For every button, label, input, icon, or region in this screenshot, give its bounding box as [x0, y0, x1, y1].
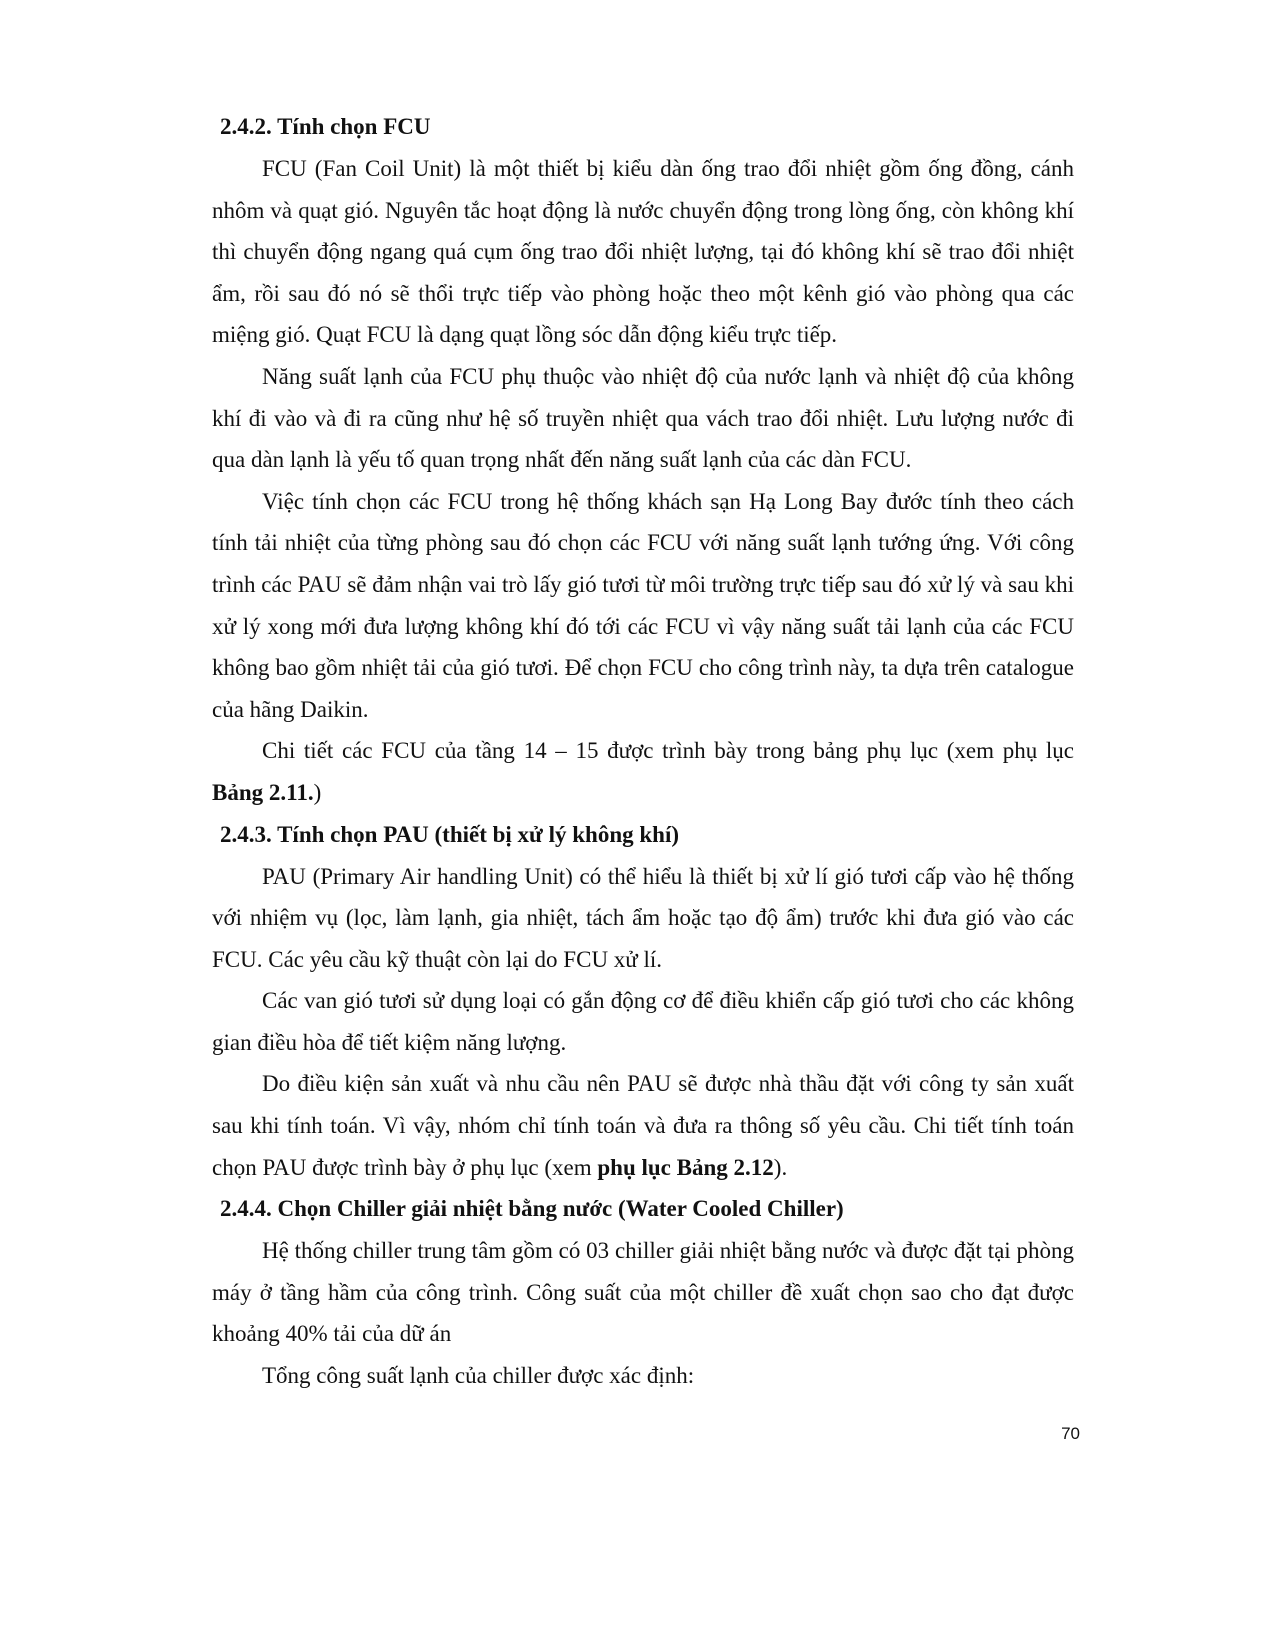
paragraph-chiller-system: Hệ thống chiller trung tâm gồm có 03 chiller giải nhiệt bằng nước và được đặt tại phòng máy ở tầng hầm của công trình. Công suất của một chiller đề xuất chọn sao cho đạt được khoảng 40% tải của dữ án	[212, 1238, 1074, 1347]
paragraph-text: Do điều kiện sản xuất và nhu cầu nên PAU sẽ được nhà thầu đặt với công ty sản xuất sau khi tính toán. Vì vậy, nhóm chỉ tính toán và đưa ra thông số yêu cầu. Chi tiết tính toán chọn PAU được trình bày ở phụ lục (xem	[212, 1071, 1074, 1180]
paragraph-fcu-definition: FCU (Fan Coil Unit) là một thiết bị kiểu dàn ống trao đổi nhiệt gồm ống đồng, cánh nhôm và quạt gió. Nguyên tắc hoạt động là nước chuyển động trong lòng ống, còn không khí thì chuyển động ngang quá cụm ống trao đổi nhiệt lượng, tại đó không khí sẽ trao đổi nhiệt ẩm, rồi sau đó nó sẽ thổi trực tiếp vào phòng hoặc theo một kênh gió vào phòng qua các miệng gió. Quạt FCU là dạng quạt lồng sóc dẫn động kiểu trực tiếp.	[212, 156, 1074, 348]
section-heading-2-4-3: 2.4.3. Tính chọn PAU (thiết bị xử lý không khí)	[220, 821, 680, 847]
paragraph-pau-appendix-ref	[212, 1063, 1074, 1188]
paragraph-fcu-appendix-ref	[212, 730, 1074, 813]
paragraph-fcu-selection: Việc tính chọn các FCU trong hệ thống khách sạn Hạ Long Bay đước tính theo cách tính tải nhiệt của từng phòng sau đó chọn các FCU với năng suất lạnh tướng ứng. Với công trình các PAU sẽ đảm nhận vai trò lấy gió tươi từ môi trường trực tiếp sau đó xử lý và sau khi xử lý xong mới đưa lượng không khí đó tới các FCU vì vậy năng suất tải lạnh của các FCU không bao gồm nhiệt tải của gió tươi. Để chọn FCU cho công trình này, ta dựa trên catalogue của hãng Daikin.	[212, 488, 1074, 722]
paragraph-text-end: ).	[773, 1154, 788, 1180]
section-heading-2-4-2: 2.4.2. Tính chọn FCU	[220, 114, 431, 139]
paragraph-text-end: )	[313, 779, 322, 805]
page-number: 70	[1061, 1424, 1080, 1443]
section-heading-2-4-4: 2.4.4. Chọn Chiller giải nhiệt bằng nước (Water Cooled Chiller)	[220, 1196, 844, 1222]
paragraph-pau-dampers: Các van gió tươi sử dụng loại có gắn động cơ để điều khiển cấp gió tươi cho các không gian điều hòa để tiết kiệm năng lượng.	[212, 988, 1074, 1055]
appendix-reference: Bảng 2.11.	[212, 779, 314, 805]
paragraph-chiller-capacity: Tổng công suất lạnh của chiller được xác định:	[262, 1363, 695, 1389]
paragraph-text: Chi tiết các FCU của tầng 14 – 15 được trình bày trong bảng phụ lục (xem phụ lục	[262, 738, 1074, 764]
paragraph-fcu-capacity: Năng suất lạnh của FCU phụ thuộc vào nhiệt độ của nước lạnh và nhiệt độ của không khí đi vào và đi ra cũng như hệ số truyền nhiệt qua vách trao đổi nhiệt. Lưu lượng nước đi qua dàn lạnh là yếu tố quan trọng nhất đến năng suất lạnh của các dàn FCU.	[212, 363, 1074, 473]
paragraph-pau-definition: PAU (Primary Air handling Unit) có thể hiểu là thiết bị xử lí gió tươi cấp vào hệ thống với nhiệm vụ (lọc, làm lạnh, gia nhiệt, tách ẩm hoặc tạo độ ẩm) trước khi đưa gió vào các FCU. Các yêu cầu kỹ thuật còn lại do FCU xử lí.	[212, 863, 1074, 972]
appendix-reference: phụ lục Bảng 2.12	[597, 1154, 774, 1180]
document-page	[212, 106, 1074, 1397]
